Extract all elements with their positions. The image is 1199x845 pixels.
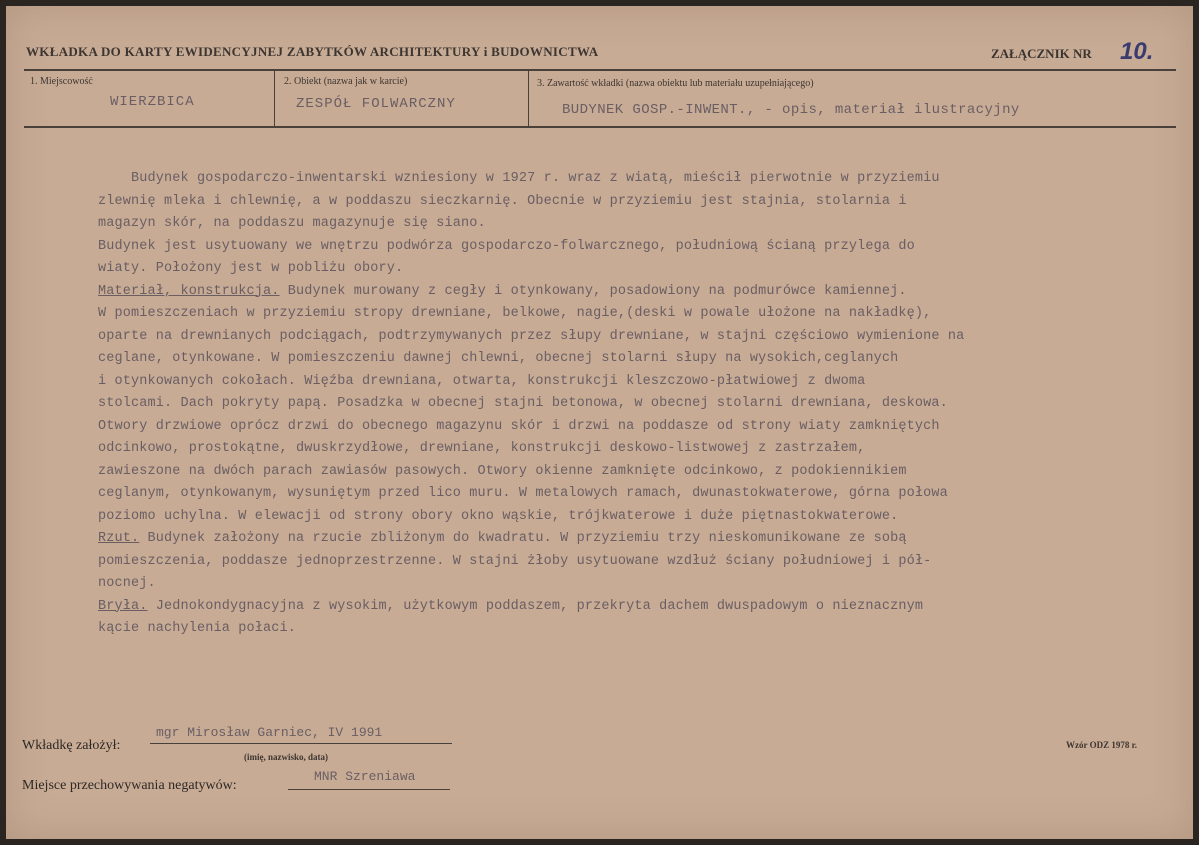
- locality-label: 1. Miejscowość: [30, 76, 93, 87]
- form-template-note: Wzór ODZ 1978 r.: [1066, 740, 1137, 750]
- plan-first-text: Budynek założony na rzucie zbliżonym do kwadratu. W przyziemiu trzy nieskomunikowane ze sobą: [139, 531, 907, 546]
- author-label: Wkładkę założył:: [22, 738, 121, 753]
- annex-number: 10.: [1120, 38, 1154, 65]
- body-line: W pomieszczeniach w przyziemiu stropy drewniane, belkowe, nagie,(deski w powale ułożone na nakładkę),: [98, 306, 932, 321]
- body-line: stolcami. Dach pokryty papą. Posadzka w obecnej stajni betonowa, w obecnej stolarni drewniana, deskowa.: [98, 396, 948, 411]
- author-underline: [150, 743, 452, 744]
- body-line: ceglane, otynkowane. W pomieszczeniu dawnej chlewni, obecnej stolarni słupy na wysokich,ceglanych: [98, 351, 899, 366]
- field-divider-1: [274, 71, 275, 127]
- body-line: ceglanym, otynkowanym, wysuniętym przed lico muru. W metalowych ramach, dwunastokwaterowe, górna połowa: [98, 486, 948, 501]
- body-line: Budynek gospodarczo-inwentarski wzniesiony w 1927 r. wraz z wiatą, mieścił pierwotnie w przyziemiu: [98, 171, 940, 186]
- object-value: ZESPÓŁ FOLWARCZNY: [296, 96, 456, 112]
- plan-heading: Rzut.: [98, 531, 140, 546]
- body-line: magazyn skór, na poddaszu magazynuje się siano.: [98, 216, 486, 231]
- form-first-text: Jednokondygnacyjna z wysokim, użytkowym poddaszem, przekryta dachem dwuspadowym o nieznacznym: [147, 598, 924, 614]
- form-heading: Bryła.: [98, 598, 148, 614]
- header-rule-bottom: [24, 126, 1176, 128]
- form-line: [98, 596, 1188, 619]
- body-line: i otynkowanych cokołach. Więźba drewniana, otwarta, konstrukcji kleszczowo-płatwiowej z dwoma: [98, 373, 866, 389]
- locality-value: WIERZBICA: [110, 94, 195, 110]
- body-line: oparte na drewnianych podciągach, podtrzymywanych przez słupy drewniane, w stajni częściowo wymienione na: [98, 328, 965, 344]
- author-value: mgr Mirosław Garniec, IV 1991: [156, 725, 383, 740]
- storage-underline: [288, 789, 450, 790]
- body-line: nocnej.: [98, 576, 156, 591]
- body-line: kącie nachylenia połaci.: [98, 621, 297, 636]
- document-card: [6, 6, 1193, 839]
- plan-line: [98, 528, 1188, 551]
- document-title: WKŁADKA DO KARTY EWIDENCYJNEJ ZABYTKÓW ARCHITEKTURY i BUDOWNICTWA: [26, 44, 599, 59]
- header-rule-top: [24, 69, 1176, 71]
- contents-label: 3. Zawartość wkładki (nazwa obiektu lub materiału uzupełniającego): [537, 78, 814, 89]
- body-line: Budynek jest usytuowany we wnętrzu podwórza gospodarczo-folwarcznego, południową ścianą przylega do: [98, 238, 915, 254]
- body-line: zlewnię mleka i chlewnię, a w poddaszu sieczkarnię. Obecnie w przyziemiu jest stajnia, stolarnia i: [98, 193, 907, 209]
- body-line: Otwory drzwiowe oprócz drzwi do obecnego magazynu skór i drzwi na poddasze od strony wiaty zamkniętych: [98, 418, 940, 434]
- body-line: odcinkowo, prostokątne, dwuskrzydłowe, drewniane, konstrukcji deskowo-listwowej z zastrzałem,: [98, 441, 866, 456]
- storage-label: Miejsce przechowywania negatywów:: [22, 778, 237, 793]
- annex-label: ZAŁĄCZNIK NR: [991, 46, 1092, 61]
- body-line: wiaty. Położony jest w pobliżu obory.: [98, 261, 404, 276]
- body-line: pomieszczenia, poddasze jednoprzestrzenne. W stajni żłoby usytuowane wzdłuż ściany południowej i pół-: [98, 553, 932, 569]
- material-heading: Materiał, konstrukcja.: [98, 283, 280, 299]
- object-label: 2. Obiekt (nazwa jak w karcie): [284, 76, 408, 87]
- field-divider-2: [528, 71, 529, 127]
- description-body: [98, 168, 1188, 641]
- body-line: zawieszone na dwóch parach zawiasów pasowych. Otwory okienne zamknięte odcinkowo, z podokiennikiem: [98, 463, 907, 479]
- author-note: (imię, nazwisko, data): [244, 752, 328, 762]
- body-line: poziomo uchylna. W elewacji od strony obory okno wąskie, trójkwaterowe i duże piętnastokwaterowe.: [98, 508, 899, 524]
- material-first-text: Budynek murowany z cegły i otynkowany, posadowiony na podmurówce kamiennej.: [279, 283, 907, 299]
- contents-value: BUDYNEK GOSP.-INWENT., - opis, materiał ilustracyjny: [562, 102, 1020, 118]
- material-line: [98, 281, 1188, 304]
- storage-value: MNR Szreniawa: [314, 769, 416, 784]
